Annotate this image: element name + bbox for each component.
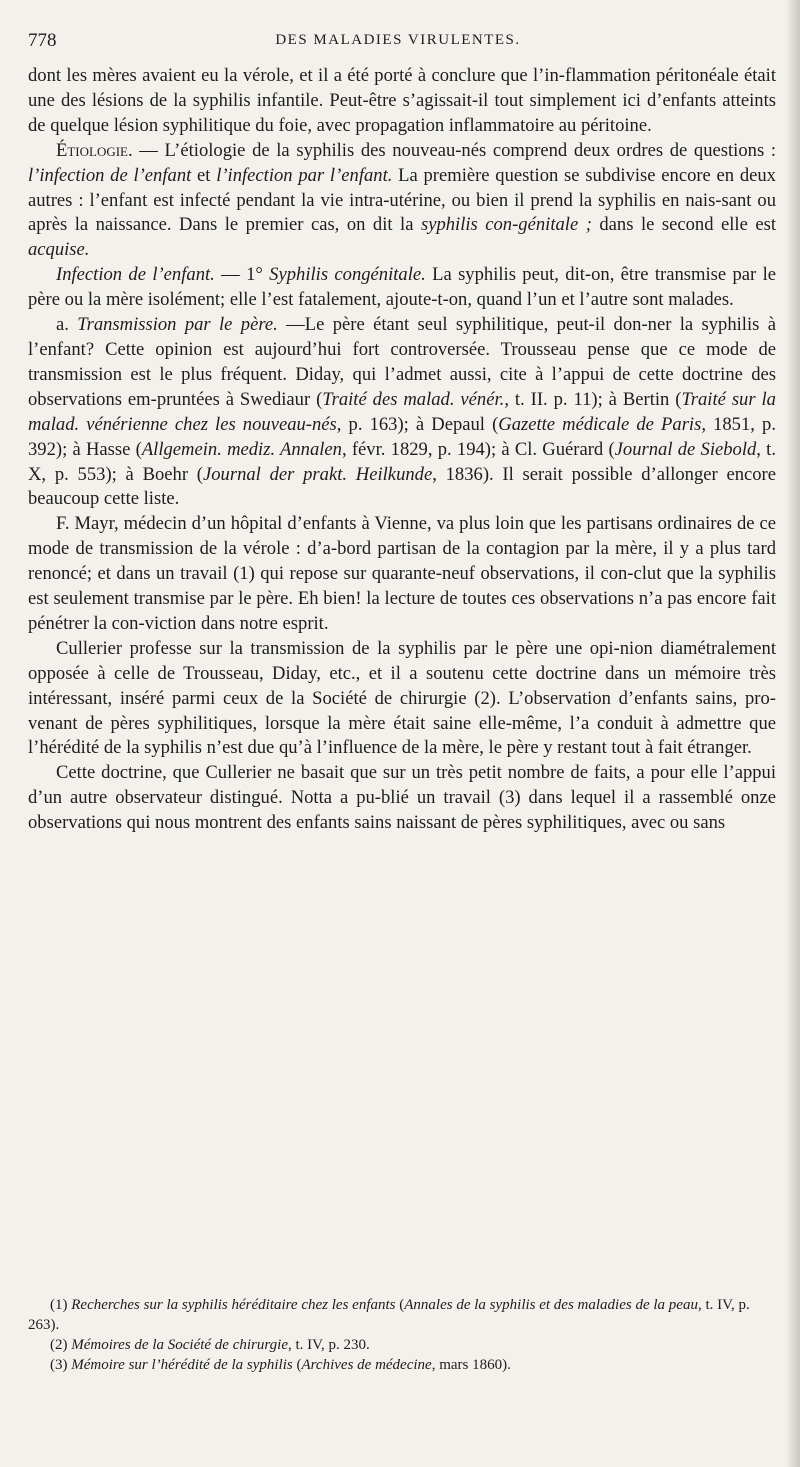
paragraph — [28, 64, 776, 139]
footnotes — [28, 1295, 776, 1375]
italic-text: Gazette médicale de Paris, — [498, 413, 706, 435]
italic-text: l’infection par l’enfant. — [216, 164, 393, 186]
italic-text: Infection de l’enfant. — [56, 264, 215, 286]
italic-text: Annales de la syphilis et des maladies de la peau — [404, 1297, 698, 1313]
page-edge-shadow — [786, 0, 800, 1467]
text-run: Cullerier professe sur la transmission de la syphilis par le père une opi-nion diamétralement opposée à celle de Trousseau, Diday, etc., et il a soutenu cette doctrine dans un mémoire très intéressant, inséré parmi ceux de la Société de chirurgie (2). L’observation d’enfants sains, pro-venant de pères syphilitiques, lorsque la mère était saine elle-même, l’a conduit à admettre que l’hérédité de la syphilis n’est due qu’à l’influence de la mère, le père y restant tout à fait étranger. — [28, 637, 776, 759]
footnote — [28, 1335, 776, 1355]
page-number: 778 — [28, 30, 57, 51]
text-run: , t. IV, p. 230. — [288, 1337, 370, 1353]
paragraph — [28, 139, 776, 264]
text-run: (3) — [50, 1357, 72, 1373]
italic-text: syphilis con-génitale ; — [420, 214, 592, 236]
section-heading: Étiologie. — [56, 139, 133, 161]
text-run: dans le second elle est — [591, 214, 776, 236]
text-run: , p. 163); à Depaul ( — [336, 413, 499, 435]
italic-text: Journal der prakt. Heilkunde — [202, 463, 433, 485]
italic-text: Allgemein. mediz. Annalen — [141, 438, 342, 460]
italic-text: Transmission par le père. — [77, 314, 278, 336]
paragraph — [28, 637, 776, 762]
italic-text: Traité sur la malad. vénérienne chez les nouveau-nés — [28, 388, 776, 435]
paragraph — [28, 512, 776, 637]
text-run: La syphilis peut, dit-on, être transmise par le père ou la mère isolément; elle l’est fatalement, ajoute-t-on, quand l’un et l’autre sont malades. — [28, 264, 776, 311]
footnote — [28, 1355, 776, 1375]
text-run: F. Mayr, médecin d’un hôpital d’enfants à Vienne, va plus loin que les partisans ordinaires de ce mode de transmission de la vérole : d’a-bord partisan de la contagion par la mère, il y a plus tard renoncé; et dans un travail (1) qui repose sur quarante-neuf observations, il con-clut que la syphilis est seulement transmise par le père. Eh bien! la lecture de toutes ces observations n’a pas encore fait pénétrer la con-viction dans notre esprit. — [28, 513, 776, 634]
text-run: — L’étiologie de la syphilis des nouveau-nés comprend deux ordres de questions : — [132, 139, 776, 161]
text-run: — 1° — [214, 264, 270, 286]
text-run: , t. II. p. 11); à Bertin ( — [504, 388, 682, 410]
text-run: (2) — [50, 1337, 72, 1353]
text-run: , t. X, p. 553); à Boehr ( — [28, 438, 776, 485]
text-run: La première question se subdivise encore en deux autres : l’enfant est infecté pendant la vie intra-utérine, ou bien il prend la syphilis en nais-sant ou après la naissance. Dans le premier cas, on dit la — [28, 164, 776, 236]
text-run: , t. IV, p. 263). — [28, 1297, 750, 1333]
italic-text: Journal de Siebold — [614, 438, 757, 460]
text-run: 1851, p. 392); à Hasse ( — [28, 413, 776, 460]
italic-text: Recherches sur la syphilis héréditaire chez les enfants — [71, 1297, 396, 1313]
italic-text: Syphilis congénitale. — [269, 264, 426, 286]
text-run: a. — [56, 314, 78, 336]
text-run: Cette doctrine, que Cullerier ne basait que sur un très petit nombre de faits, a pour elle l’appui d’un autre observateur distingué. Notta a pu-blié un travail (3) dans lequel il a rassemblé onze observations qui nous montrent des enfants sains naissant de pères syphilitiques, avec ou sans — [28, 762, 776, 834]
paragraph — [28, 761, 776, 836]
page-header — [28, 30, 768, 60]
text-run: (1) — [50, 1297, 72, 1313]
text-run: , 1836). Il serait possible d’allonger encore beaucoup cette liste. — [28, 463, 776, 510]
italic-text: acquise. — [28, 239, 90, 261]
footnote — [28, 1295, 776, 1335]
italic-text: Mémoires de la Société de chirurgie — [71, 1337, 288, 1353]
italic-text: Archives de médecine — [301, 1357, 432, 1373]
text-run: ( — [292, 1357, 302, 1373]
italic-text: Mémoire sur l’hérédité de la syphilis — [71, 1357, 293, 1373]
body-text — [28, 64, 776, 836]
text-run: —Le père étant seul syphilitique, peut-il don-ner la syphilis à l’enfant? Cette opinion est aujourd’hui fort controversée. Trousseau pense que ce mode de transmission est le plus fréquent. Diday, qui l’admet aussi, cite à l’appui de cette doctrine des observations em-pruntées à Swediaur ( — [28, 314, 776, 410]
text-run: , févr. 1829, p. 194); à Cl. Guérard ( — [341, 438, 615, 460]
text-run: dont les mères avaient eu la vérole, et il a été porté à conclure que l’in-flammation péritonéale était une des lésions de la syphilis infantile. Peut-être s’agissait-il tout simplement ici d’enfants atteints de quelque lésion syphilitique du foie, avec propagation inflammatoire au péritoine. — [28, 65, 776, 136]
running-title: DES MALADIES VIRULENTES. — [275, 32, 521, 48]
italic-text: l’infection de l’enfant — [28, 164, 192, 186]
text-run: , mars 1860). — [431, 1357, 511, 1373]
text-run: et — [191, 164, 217, 186]
paragraph — [28, 263, 776, 313]
paragraph — [28, 313, 776, 512]
italic-text: Traité des malad. vénér. — [322, 388, 505, 410]
text-run: ( — [395, 1297, 405, 1313]
